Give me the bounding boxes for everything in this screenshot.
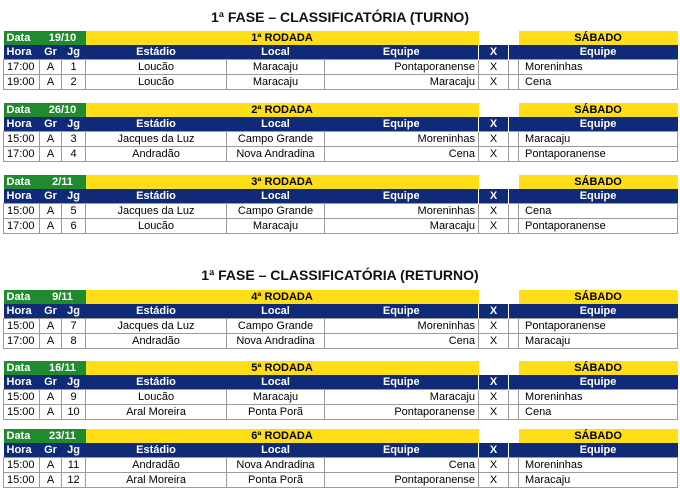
- column-header-row: [4, 117, 678, 132]
- col-header-estadio: Estádio: [86, 304, 227, 319]
- match-local: Campo Grande: [227, 132, 325, 147]
- round-table: [3, 361, 678, 420]
- match-hora: 15:00: [4, 390, 40, 405]
- match-x: X: [479, 390, 509, 405]
- column-header-row: [4, 304, 678, 319]
- date-label: Data: [4, 290, 40, 304]
- match-row: [4, 319, 678, 334]
- match-spacer: [509, 75, 519, 90]
- match-gr: A: [40, 219, 62, 234]
- col-header-equipe-home: Equipe: [325, 117, 479, 132]
- match-row: [4, 405, 678, 420]
- match-estadio: Loucão: [86, 219, 227, 234]
- match-row: [4, 334, 678, 349]
- round-day: SÁBADO: [519, 361, 678, 375]
- match-local: Maracaju: [227, 75, 325, 90]
- match-gr: A: [40, 405, 62, 420]
- match-away-team: Cena: [519, 204, 678, 219]
- round-block: [3, 175, 678, 234]
- match-home-team: Pontaporanense: [325, 473, 479, 488]
- col-header-equipe-home: Equipe: [325, 375, 479, 390]
- col-header-gr: Gr: [40, 117, 62, 132]
- match-x: X: [479, 60, 509, 75]
- match-spacer: [509, 60, 519, 75]
- col-header-jg: Jg: [62, 45, 86, 60]
- match-spacer: [509, 319, 519, 334]
- header-spacer: [479, 175, 519, 189]
- match-spacer: [509, 334, 519, 349]
- match-gr: A: [40, 334, 62, 349]
- match-gr: A: [40, 319, 62, 334]
- col-header-equipe-away: Equipe: [519, 117, 678, 132]
- round-table: [3, 429, 678, 488]
- match-spacer: [509, 458, 519, 473]
- col-header-local: Local: [227, 117, 325, 132]
- match-spacer: [509, 204, 519, 219]
- round-day: SÁBADO: [519, 290, 678, 304]
- round-block: [3, 103, 678, 162]
- col-header-equipe-away: Equipe: [519, 443, 678, 458]
- round-title: 6ª RODADA: [86, 429, 479, 443]
- match-estadio: Andradão: [86, 147, 227, 162]
- match-hora: 15:00: [4, 319, 40, 334]
- col-header-spacer: [509, 45, 519, 60]
- match-local: Ponta Porã: [227, 405, 325, 420]
- match-home-team: Maracaju: [325, 75, 479, 90]
- match-estadio: Loucão: [86, 75, 227, 90]
- match-hora: 17:00: [4, 60, 40, 75]
- column-header-row: [4, 375, 678, 390]
- match-away-team: Maracaju: [519, 334, 678, 349]
- match-away-team: Maracaju: [519, 132, 678, 147]
- match-gr: A: [40, 458, 62, 473]
- col-header-hora: Hora: [4, 117, 40, 132]
- match-row: [4, 60, 678, 75]
- round-day: SÁBADO: [519, 103, 678, 117]
- col-header-local: Local: [227, 189, 325, 204]
- round-title: 3ª RODADA: [86, 175, 479, 189]
- col-header-equipe-home: Equipe: [325, 189, 479, 204]
- round-title: 5ª RODADA: [86, 361, 479, 375]
- col-header-x: X: [479, 304, 509, 319]
- round-table: [3, 290, 678, 349]
- match-x: X: [479, 473, 509, 488]
- round-header-row: [4, 103, 678, 117]
- match-hora: 15:00: [4, 473, 40, 488]
- match-home-team: Maracaju: [325, 219, 479, 234]
- match-jg: 10: [62, 405, 86, 420]
- match-gr: A: [40, 75, 62, 90]
- round-block: [3, 429, 678, 488]
- col-header-spacer: [509, 117, 519, 132]
- round-header-row: [4, 429, 678, 443]
- match-x: X: [479, 132, 509, 147]
- match-jg: 9: [62, 390, 86, 405]
- round-table: [3, 103, 678, 162]
- match-away-team: Pontaporanense: [519, 319, 678, 334]
- match-row: [4, 75, 678, 90]
- match-gr: A: [40, 204, 62, 219]
- match-home-team: Pontaporanense: [325, 405, 479, 420]
- match-row: [4, 147, 678, 162]
- col-header-jg: Jg: [62, 189, 86, 204]
- round-date: 26/10: [40, 103, 86, 117]
- match-spacer: [509, 219, 519, 234]
- col-header-equipe-home: Equipe: [325, 304, 479, 319]
- match-away-team: Cena: [519, 405, 678, 420]
- col-header-estadio: Estádio: [86, 189, 227, 204]
- date-label: Data: [4, 429, 40, 443]
- match-x: X: [479, 204, 509, 219]
- round-block: [3, 361, 678, 420]
- section-title-turno: 1ª FASE – CLASSIFICATÓRIA (TURNO): [211, 9, 469, 25]
- col-header-x: X: [479, 443, 509, 458]
- round-date: 2/11: [40, 175, 86, 189]
- match-home-team: Moreninhas: [325, 204, 479, 219]
- date-label: Data: [4, 361, 40, 375]
- match-jg: 6: [62, 219, 86, 234]
- match-estadio: Aral Moreira: [86, 473, 227, 488]
- match-jg: 7: [62, 319, 86, 334]
- match-spacer: [509, 405, 519, 420]
- col-header-equipe-away: Equipe: [519, 304, 678, 319]
- col-header-x: X: [479, 45, 509, 60]
- match-row: [4, 390, 678, 405]
- col-header-hora: Hora: [4, 189, 40, 204]
- round-title: 1ª RODADA: [86, 31, 479, 45]
- col-header-gr: Gr: [40, 304, 62, 319]
- section-title-returno: 1ª FASE – CLASSIFICATÓRIA (RETURNO): [201, 267, 479, 283]
- match-away-team: Pontaporanense: [519, 219, 678, 234]
- match-x: X: [479, 334, 509, 349]
- header-spacer: [479, 429, 519, 443]
- col-header-estadio: Estádio: [86, 117, 227, 132]
- match-spacer: [509, 473, 519, 488]
- round-header-row: [4, 175, 678, 189]
- round-table: [3, 31, 678, 90]
- match-row: [4, 458, 678, 473]
- match-x: X: [479, 147, 509, 162]
- match-away-team: Pontaporanense: [519, 147, 678, 162]
- match-home-team: Pontaporanense: [325, 60, 479, 75]
- match-spacer: [509, 147, 519, 162]
- match-jg: 8: [62, 334, 86, 349]
- match-home-team: Moreninhas: [325, 132, 479, 147]
- round-header-row: [4, 31, 678, 45]
- match-estadio: Jacques da Luz: [86, 132, 227, 147]
- round-date: 16/11: [40, 361, 86, 375]
- col-header-x: X: [479, 375, 509, 390]
- col-header-jg: Jg: [62, 304, 86, 319]
- col-header-spacer: [509, 375, 519, 390]
- date-label: Data: [4, 175, 40, 189]
- match-home-team: Cena: [325, 334, 479, 349]
- match-estadio: Loucão: [86, 60, 227, 75]
- col-header-local: Local: [227, 375, 325, 390]
- match-jg: 11: [62, 458, 86, 473]
- match-spacer: [509, 132, 519, 147]
- round-header-row: [4, 290, 678, 304]
- match-hora: 15:00: [4, 132, 40, 147]
- round-table: [3, 175, 678, 234]
- col-header-hora: Hora: [4, 443, 40, 458]
- match-x: X: [479, 319, 509, 334]
- header-spacer: [479, 103, 519, 117]
- match-jg: 3: [62, 132, 86, 147]
- match-row: [4, 219, 678, 234]
- col-header-jg: Jg: [62, 117, 86, 132]
- match-spacer: [509, 390, 519, 405]
- col-header-hora: Hora: [4, 304, 40, 319]
- match-estadio: Jacques da Luz: [86, 204, 227, 219]
- date-label: Data: [4, 103, 40, 117]
- col-header-spacer: [509, 443, 519, 458]
- col-header-equipe-away: Equipe: [519, 45, 678, 60]
- column-header-row: [4, 45, 678, 60]
- column-header-row: [4, 189, 678, 204]
- match-gr: A: [40, 473, 62, 488]
- column-header-row: [4, 443, 678, 458]
- round-day: SÁBADO: [519, 31, 678, 45]
- col-header-jg: Jg: [62, 375, 86, 390]
- col-header-local: Local: [227, 443, 325, 458]
- round-date: 9/11: [40, 290, 86, 304]
- col-header-spacer: [509, 189, 519, 204]
- col-header-estadio: Estádio: [86, 45, 227, 60]
- match-x: X: [479, 75, 509, 90]
- col-header-equipe-home: Equipe: [325, 45, 479, 60]
- match-x: X: [479, 405, 509, 420]
- col-header-hora: Hora: [4, 375, 40, 390]
- match-estadio: Loucão: [86, 390, 227, 405]
- round-block: [3, 31, 678, 90]
- match-away-team: Moreninhas: [519, 458, 678, 473]
- match-jg: 4: [62, 147, 86, 162]
- match-home-team: Maracaju: [325, 390, 479, 405]
- col-header-equipe-away: Equipe: [519, 375, 678, 390]
- match-row: [4, 204, 678, 219]
- match-local: Maracaju: [227, 219, 325, 234]
- date-label: Data: [4, 31, 40, 45]
- round-header-row: [4, 361, 678, 375]
- col-header-local: Local: [227, 304, 325, 319]
- header-spacer: [479, 361, 519, 375]
- match-hora: 15:00: [4, 204, 40, 219]
- col-header-equipe-home: Equipe: [325, 443, 479, 458]
- match-x: X: [479, 219, 509, 234]
- match-gr: A: [40, 147, 62, 162]
- col-header-hora: Hora: [4, 45, 40, 60]
- col-header-jg: Jg: [62, 443, 86, 458]
- match-x: X: [479, 458, 509, 473]
- round-title: 4ª RODADA: [86, 290, 479, 304]
- col-header-local: Local: [227, 45, 325, 60]
- col-header-gr: Gr: [40, 45, 62, 60]
- header-spacer: [479, 290, 519, 304]
- match-hora: 17:00: [4, 334, 40, 349]
- match-jg: 12: [62, 473, 86, 488]
- header-spacer: [479, 31, 519, 45]
- match-local: Nova Andradina: [227, 458, 325, 473]
- col-header-equipe-away: Equipe: [519, 189, 678, 204]
- match-home-team: Cena: [325, 147, 479, 162]
- match-estadio: Andradão: [86, 458, 227, 473]
- match-hora: 15:00: [4, 405, 40, 420]
- round-date: 23/11: [40, 429, 86, 443]
- match-jg: 5: [62, 204, 86, 219]
- match-row: [4, 132, 678, 147]
- match-estadio: Jacques da Luz: [86, 319, 227, 334]
- col-header-estadio: Estádio: [86, 443, 227, 458]
- match-estadio: Aral Moreira: [86, 405, 227, 420]
- match-row: [4, 473, 678, 488]
- col-header-gr: Gr: [40, 189, 62, 204]
- match-local: Campo Grande: [227, 319, 325, 334]
- match-gr: A: [40, 60, 62, 75]
- round-day: SÁBADO: [519, 429, 678, 443]
- round-block: [3, 290, 678, 349]
- match-away-team: Cena: [519, 75, 678, 90]
- round-title: 2ª RODADA: [86, 103, 479, 117]
- match-home-team: Cena: [325, 458, 479, 473]
- match-hora: 17:00: [4, 147, 40, 162]
- match-local: Nova Andradina: [227, 334, 325, 349]
- match-estadio: Andradão: [86, 334, 227, 349]
- match-hora: 17:00: [4, 219, 40, 234]
- col-header-x: X: [479, 117, 509, 132]
- round-date: 19/10: [40, 31, 86, 45]
- match-gr: A: [40, 132, 62, 147]
- match-away-team: Maracaju: [519, 473, 678, 488]
- col-header-gr: Gr: [40, 375, 62, 390]
- match-away-team: Moreninhas: [519, 60, 678, 75]
- match-local: Maracaju: [227, 390, 325, 405]
- match-jg: 1: [62, 60, 86, 75]
- col-header-spacer: [509, 304, 519, 319]
- match-away-team: Moreninhas: [519, 390, 678, 405]
- match-hora: 19:00: [4, 75, 40, 90]
- match-hora: 15:00: [4, 458, 40, 473]
- col-header-x: X: [479, 189, 509, 204]
- match-local: Campo Grande: [227, 204, 325, 219]
- col-header-estadio: Estádio: [86, 375, 227, 390]
- round-day: SÁBADO: [519, 175, 678, 189]
- match-gr: A: [40, 390, 62, 405]
- match-local: Maracaju: [227, 60, 325, 75]
- match-local: Nova Andradina: [227, 147, 325, 162]
- match-home-team: Moreninhas: [325, 319, 479, 334]
- col-header-gr: Gr: [40, 443, 62, 458]
- match-jg: 2: [62, 75, 86, 90]
- match-local: Ponta Porã: [227, 473, 325, 488]
